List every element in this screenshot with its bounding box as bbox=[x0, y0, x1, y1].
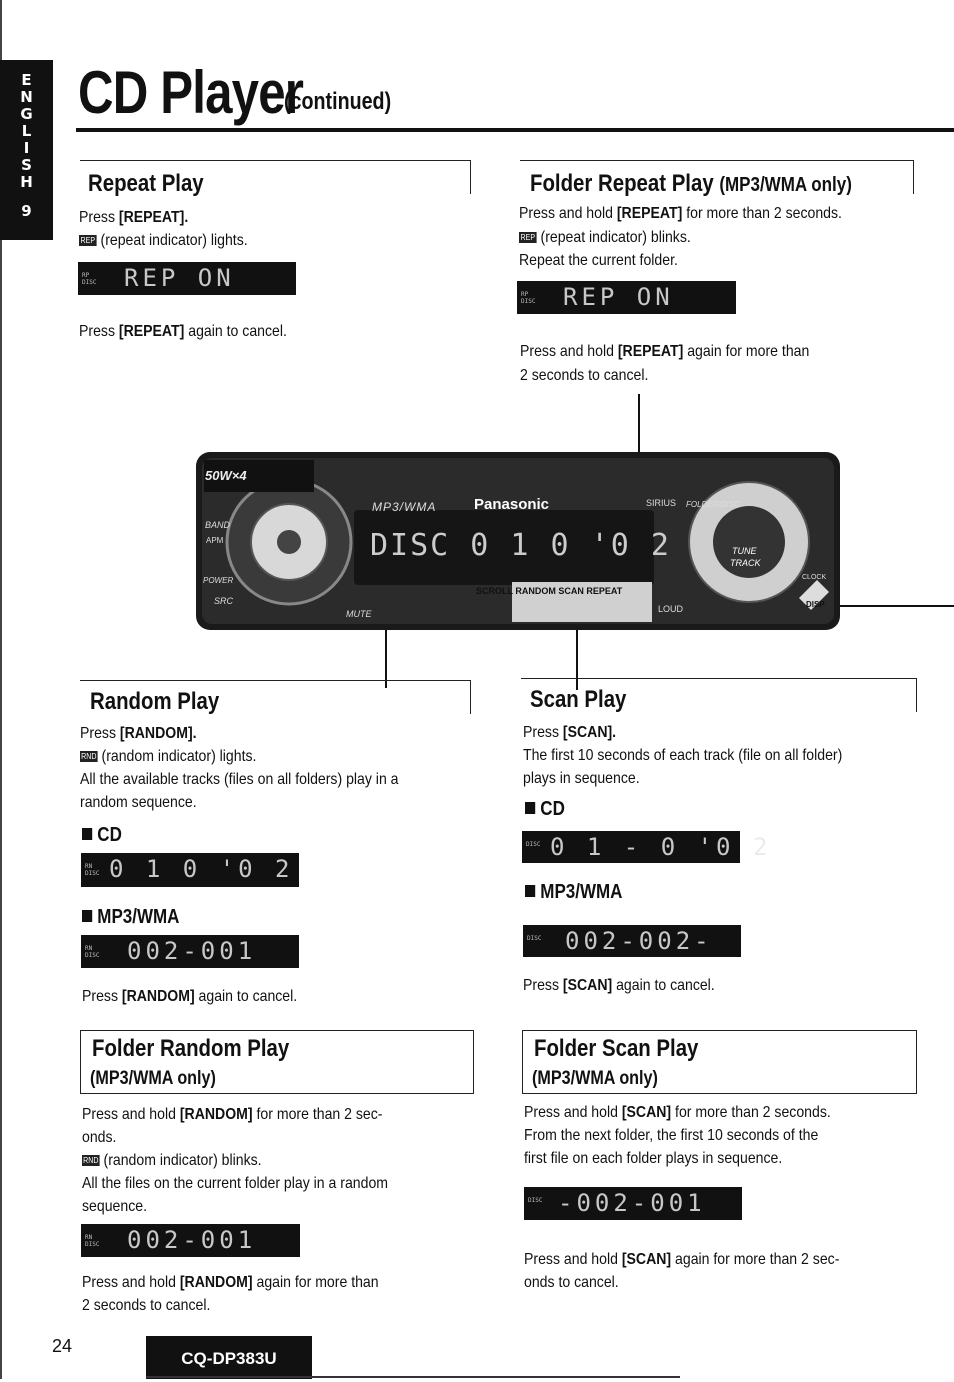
page-subtitle: (continued) bbox=[284, 88, 392, 115]
folder-repeat-cancel: Press and hold [REPEAT] again for more than bbox=[520, 343, 810, 360]
folder-random-cancel-2: 2 seconds to cancel. bbox=[82, 1297, 211, 1314]
unit-button-labels: SCROLL RANDOM SCAN REPEAT bbox=[476, 586, 623, 596]
repeat-indicator-icon: REP bbox=[80, 236, 96, 246]
folder-random-step3: All the files on the current folder play in a random bbox=[82, 1175, 389, 1192]
random-step3: All the available tracks (files on all folders) play in a bbox=[80, 771, 399, 788]
apm-button[interactable]: APM bbox=[206, 536, 224, 545]
repeat-step2: REP (repeat indicator) lights. bbox=[80, 232, 248, 249]
unit-display: DISC 0 1 0 '0 2 bbox=[370, 528, 671, 563]
folder-scan-top-rule bbox=[522, 1030, 917, 1031]
track-button[interactable]: TRACK bbox=[730, 558, 761, 568]
band-button[interactable]: BAND bbox=[205, 520, 231, 530]
folder-repeat-step3: Repeat the current folder. bbox=[519, 252, 678, 269]
random-indicator-icon: RND bbox=[81, 752, 97, 762]
folder-random-cancel: Press and hold [RANDOM] again for more than bbox=[82, 1274, 379, 1291]
folder-scan-note: (MP3/WMA only) bbox=[532, 1068, 658, 1089]
scan-cd-lcd: DISC 0 1 - 0 '0 2 bbox=[522, 831, 740, 863]
mute-button[interactable]: MUTE bbox=[346, 609, 372, 619]
folder-random-step2: RND (random indicator) blinks. bbox=[83, 1152, 262, 1169]
folder-scan-bottom-rule bbox=[522, 1093, 917, 1094]
folder-repeat-cancel-2: 2 seconds to cancel. bbox=[520, 367, 649, 384]
folder-random-step1b: onds. bbox=[82, 1129, 117, 1146]
folder-random-note: (MP3/WMA only) bbox=[90, 1068, 216, 1089]
repeat-title: Repeat Play bbox=[88, 170, 204, 197]
disp-button[interactable]: DISP bbox=[806, 600, 825, 609]
scan-step1: Press [SCAN]. bbox=[523, 724, 617, 741]
unit-power: 50W×4 bbox=[205, 468, 247, 483]
random-indicator-icon: RND bbox=[83, 1156, 99, 1166]
folder-random-right-rule bbox=[473, 1030, 474, 1094]
scan-cd-label: CD bbox=[525, 798, 565, 821]
language-tab bbox=[0, 60, 53, 240]
folder-disc-button[interactable]: FOLDER/DISC bbox=[686, 500, 740, 509]
scan-step2: The first 10 seconds of each track (file on all folder) bbox=[523, 747, 843, 764]
folder-repeat-step2: REP (repeat indicator) blinks. bbox=[520, 229, 691, 246]
header-rule bbox=[76, 128, 954, 132]
folder-random-lcd: RN DISC 002-001 bbox=[81, 1224, 300, 1257]
sirius-button[interactable]: SIRIUS bbox=[646, 498, 677, 508]
folder-random-title: Folder Random Play bbox=[92, 1035, 290, 1062]
src-button[interactable]: SRC bbox=[214, 596, 234, 606]
folder-scan-title: Folder Scan Play bbox=[534, 1035, 699, 1062]
language-letters: E N G L I S H bbox=[20, 71, 33, 191]
folder-scan-lcd: DISC -002-001 bbox=[524, 1187, 742, 1220]
random-mp3-lcd: RN DISC 002-001 bbox=[81, 935, 299, 968]
random-cd-lcd: RN DISC 0 1 0 '0 2 bbox=[81, 853, 299, 887]
folder-scan-left-rule bbox=[522, 1030, 523, 1094]
page-title: CD Player (continued) bbox=[78, 59, 392, 126]
random-mp3-label: MP3/WMA bbox=[82, 906, 179, 929]
clock-button[interactable]: CLOCK bbox=[802, 574, 827, 581]
folder-scan-step1: Press and hold [SCAN] for more than 2 seconds. bbox=[524, 1104, 831, 1121]
folder-repeat-lcd: RP DISC REP ON bbox=[517, 281, 736, 314]
power-button[interactable]: POWER bbox=[203, 576, 234, 585]
repeat-cancel: Press [REPEAT] again to cancel. bbox=[79, 323, 287, 340]
random-step4: random sequence. bbox=[80, 794, 197, 811]
chapter-number: 9 bbox=[21, 202, 32, 220]
footer-rule bbox=[146, 1376, 680, 1378]
loud-button[interactable]: LOUD bbox=[658, 604, 684, 614]
folder-random-bottom-rule bbox=[80, 1093, 474, 1094]
random-step2: RND (random indicator) lights. bbox=[81, 748, 257, 765]
folder-scan-step2: From the next folder, the first 10 seconds of the bbox=[524, 1127, 819, 1144]
unit-brand: Panasonic bbox=[474, 496, 550, 513]
folder-scan-cancel: Press and hold [SCAN] again for more than 2 sec- bbox=[524, 1251, 840, 1268]
scan-title: Scan Play bbox=[530, 686, 627, 713]
random-step1: Press [RANDOM]. bbox=[80, 725, 197, 742]
folder-scan-cancel-2: onds to cancel. bbox=[524, 1274, 619, 1291]
scan-mp3-lcd: DISC 002-002- bbox=[523, 925, 741, 957]
scan-step3: plays in sequence. bbox=[523, 770, 640, 787]
folder-random-step1: Press and hold [RANDOM] for more than 2 sec- bbox=[82, 1106, 383, 1123]
folder-scan-step3: first file on each folder plays in sequence. bbox=[524, 1150, 783, 1167]
folder-repeat-title: Folder Repeat Play (MP3/WMA only) bbox=[530, 170, 852, 197]
random-title: Random Play bbox=[90, 688, 220, 715]
repeat-step1: Press [REPEAT]. bbox=[79, 209, 189, 226]
folder-random-top-rule bbox=[80, 1030, 474, 1031]
scan-cancel: Press [SCAN] again to cancel. bbox=[523, 977, 715, 994]
page-number: 24 bbox=[52, 1336, 73, 1356]
folder-random-left-rule bbox=[80, 1030, 81, 1094]
folder-scan-right-rule bbox=[916, 1030, 917, 1094]
model-number: CQ-DP383U bbox=[146, 1336, 312, 1379]
scan-mp3-label: MP3/WMA bbox=[525, 881, 622, 904]
random-cancel: Press [RANDOM] again to cancel. bbox=[82, 988, 298, 1005]
folder-repeat-step1: Press and hold [REPEAT] for more than 2 seconds. bbox=[519, 205, 842, 222]
tune-button[interactable]: TUNE bbox=[732, 546, 757, 556]
unit-format: MP3/WMA bbox=[372, 500, 437, 514]
random-cd-label: CD bbox=[82, 824, 122, 847]
repeat-indicator-icon: REP bbox=[520, 233, 536, 243]
folder-random-step4: sequence. bbox=[82, 1198, 147, 1215]
repeat-lcd: RP DISC REP ON bbox=[78, 262, 296, 295]
